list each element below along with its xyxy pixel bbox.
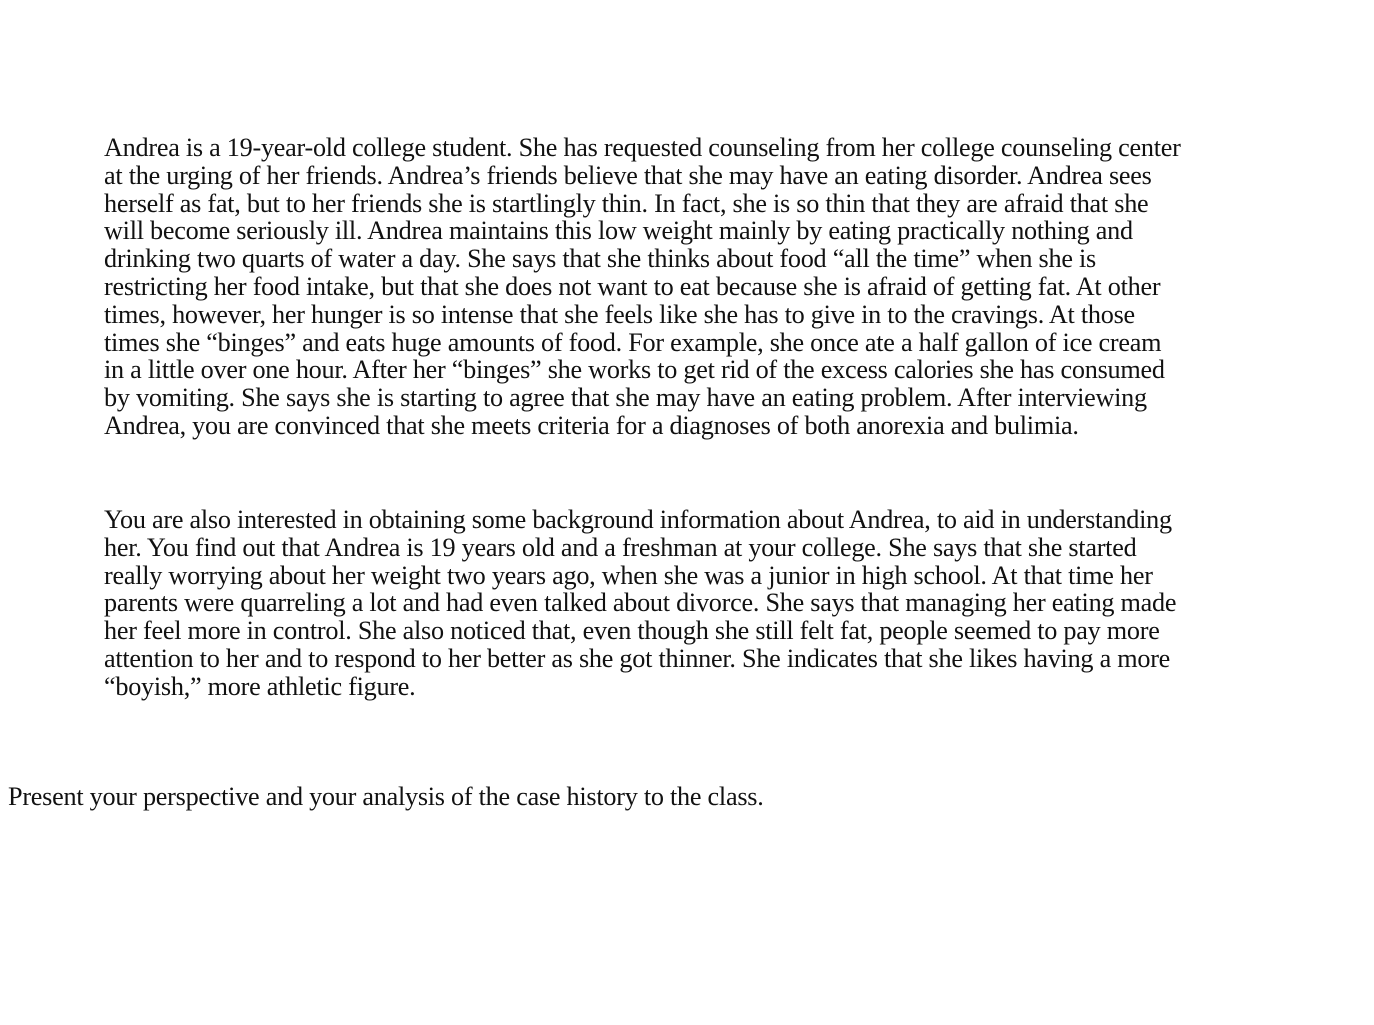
paragraph-line: Andrea, you are convinced that she meets criteria for a diagnoses of both anorexia and bulimia.: [104, 410, 1079, 440]
paragraph-line: times she “binges” and eats huge amounts of food. For example, she once ate a half gallon of ice cream: [104, 327, 1162, 357]
case-paragraph-1: [104, 134, 1334, 440]
paragraph-line: by vomiting. She says she is starting to agree that she may have an eating problem. After interviewing: [104, 383, 1147, 413]
paragraph-line: in a little over one hour. After her “binges” she works to get rid of the excess calories she has consumed: [104, 355, 1165, 385]
paragraph-line: her. You find out that Andrea is 19 years old and a freshman at your college. She says that she started: [104, 532, 1137, 562]
paragraph-line: attention to her and to respond to her better as she got thinner. She indicates that she likes having a more: [104, 643, 1171, 673]
assignment-prompt: Present your perspective and your analysis of the case history to the class.: [8, 782, 764, 811]
paragraph-line: at the urging of her friends. Andrea’s friends believe that she may have an eating disorder. Andrea sees: [104, 160, 1152, 190]
paragraph-line: drinking two quarts of water a day. She says that she thinks about food “all the time” when she is: [104, 244, 1096, 274]
paragraph-line: You are also interested in obtaining some background information about Andrea, to aid in understanding: [104, 505, 1172, 534]
paragraph-line: parents were quarreling a lot and had even talked about divorce. She says that managing her eating made: [104, 588, 1177, 618]
paragraph-line: will become seriously ill. Andrea maintains this low weight mainly by eating practically nothing and: [104, 216, 1133, 246]
paragraph-line: restricting her food intake, but that she does not want to eat because she is afraid of getting fat. At other: [104, 271, 1161, 301]
paragraph-line: really worrying about her weight two years ago, when she was a junior in high school. At that time her: [104, 560, 1153, 590]
paragraph-line: her feel more in control. She also noticed that, even though she still felt fat, people seemed to pay more: [104, 616, 1160, 646]
paragraph-line: “boyish,” more athletic figure.: [104, 671, 416, 701]
paragraph-line: times, however, her hunger is so intense that she feels like she has to give in to the cravings. At those: [104, 299, 1135, 329]
paragraph-line: Andrea is a 19-year-old college student. She has requested counseling from her college counseling center: [104, 133, 1181, 162]
paragraph-line: herself as fat, but to her friends she is startlingly thin. In fact, she is so thin that they are afraid that she: [104, 188, 1149, 218]
case-paragraph-2: [104, 506, 1334, 701]
